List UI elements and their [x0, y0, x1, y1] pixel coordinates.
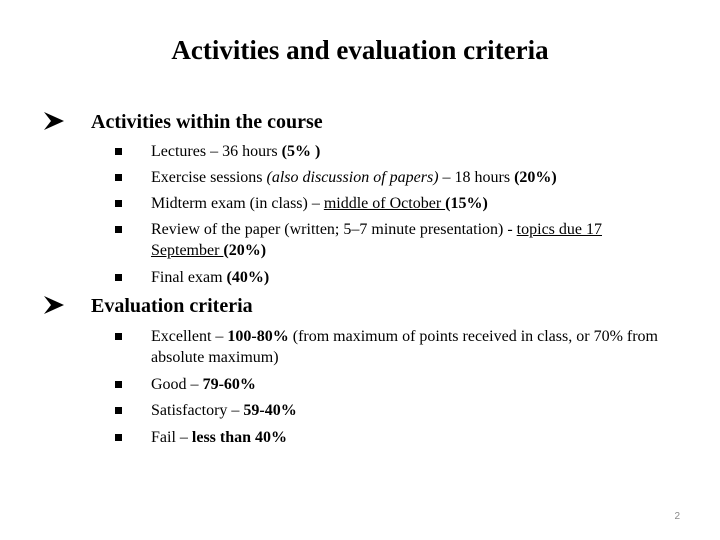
square-bullet-icon: [115, 274, 122, 281]
square-bullet-icon: [115, 381, 122, 388]
square-bullet-icon: [115, 148, 122, 155]
item-text: Satisfactory – 59-40%: [151, 402, 297, 419]
arrow-bullet-icon: [43, 296, 65, 314]
item-text: Good – 79-60%: [151, 376, 256, 393]
item-text: Fail – less than 40%: [151, 429, 288, 446]
square-bullet-icon: [115, 174, 122, 181]
arrow-bullet-icon: [43, 112, 65, 130]
square-bullet-icon: [115, 226, 122, 233]
item-text: Review of the paper (written; 5–7 minute presentation) - topics due 17 September (20%): [151, 221, 602, 259]
section-label: Evaluation criteria: [91, 295, 253, 317]
slide-title: Activities and evaluation criteria: [171, 35, 549, 65]
page-number: 2: [674, 511, 680, 522]
item-text: Exercise sessions (also discussion of papers) – 18 hours (20%): [151, 169, 557, 186]
square-bullet-icon: [115, 333, 122, 340]
item-text: Excellent – 100-80% (from maximum of points received in class, or 70% from absolute maximum): [151, 328, 658, 366]
item-text: Final exam (40%): [151, 269, 270, 286]
item-text: Midterm exam (in class) – middle of October (15%): [151, 195, 488, 212]
square-bullet-icon: [115, 434, 122, 441]
section-label: Activities within the course: [91, 111, 323, 133]
square-bullet-icon: [115, 200, 122, 207]
item-text: Lectures – 36 hours (5% ): [151, 143, 321, 160]
square-bullet-icon: [115, 407, 122, 414]
